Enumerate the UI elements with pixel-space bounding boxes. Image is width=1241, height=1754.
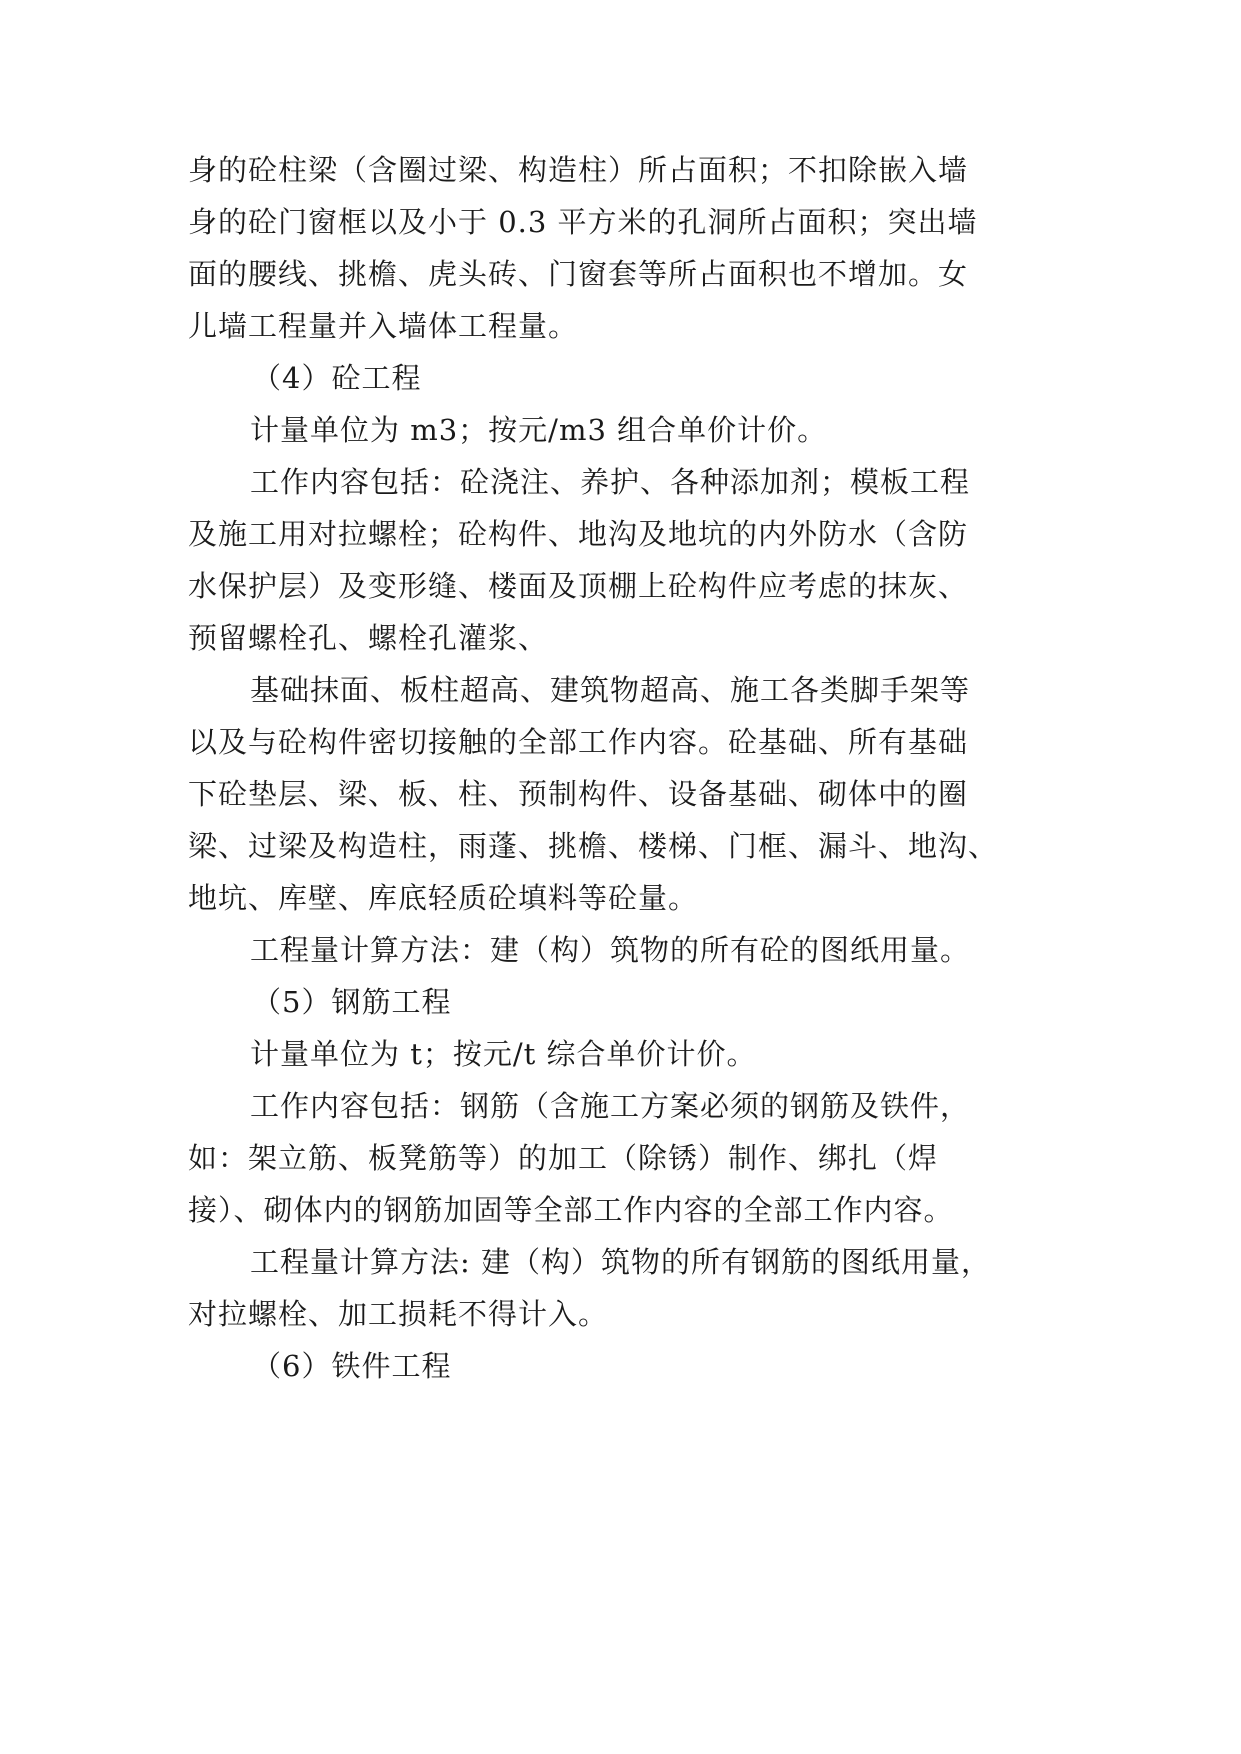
paragraph-line: 梁、过梁及构造柱，雨蓬、挑檐、楼梯、门框、漏斗、地沟、 — [188, 829, 999, 863]
paragraph-line: 接）、砌体内的钢筋加固等全部工作内容的全部工作内容。 — [188, 1193, 954, 1227]
paragraph-line: 身的砼柱梁（含圈过梁、构造柱）所占面积；不扣除嵌入墙 — [188, 153, 969, 187]
paragraph-line: 面的腰线、挑檐、虎头砖、门窗套等所占面积也不增加。女 — [188, 257, 969, 291]
paragraph-line: 如：架立筋、板凳筋等）的加工（除锈）制作、绑扎（焊 — [188, 1141, 939, 1175]
section-heading: （6）铁件工程 — [252, 1349, 452, 1383]
paragraph-line: 基础抹面、板柱超高、建筑物超高、施工各类脚手架等 — [250, 673, 971, 707]
paragraph-line: 对拉螺栓、加工损耗不得计入。 — [188, 1297, 609, 1331]
paragraph-line: 儿墙工程量并入墙体工程量。 — [188, 309, 579, 343]
paragraph-line: 工程量计算方法: 建（构）筑物的所有钢筋的图纸用量， — [250, 1245, 991, 1279]
section-heading: （4）砼工程 — [252, 361, 422, 395]
paragraph-line: 工作内容包括：钢筋（含施工方案必须的钢筋及铁件， — [250, 1089, 971, 1123]
paragraph-line: 下砼垫层、梁、板、柱、预制构件、设备基础、砌体中的圈 — [188, 777, 969, 811]
paragraph-line: 以及与砼构件密切接触的全部工作内容。砼基础、所有基础 — [188, 725, 969, 759]
paragraph-line: 计量单位为 m3；按元/m3 组合单价计价。 — [250, 413, 828, 447]
paragraph-line: 及施工用对拉螺栓；砼构件、地沟及地坑的内外防水（含防 — [188, 517, 969, 551]
paragraph-line: 工作内容包括：砼浇注、养护、各种添加剂；模板工程 — [250, 465, 971, 499]
section-heading: （5）钢筋工程 — [252, 985, 452, 1019]
paragraph-line: 预留螺栓孔、螺栓孔灌浆、 — [188, 621, 549, 655]
paragraph-line: 水保护层）及变形缝、楼面及顶棚上砼构件应考虑的抹灰、 — [188, 569, 969, 603]
paragraph-line: 身的砼门窗框以及小于 0.3 平方米的孔洞所占面积；突出墙 — [188, 205, 978, 239]
paragraph-line: 计量单位为 t；按元/t 综合单价计价。 — [250, 1037, 757, 1071]
paragraph-line: 地坑、库壁、库底轻质砼填料等砼量。 — [188, 881, 699, 915]
paragraph-line: 工程量计算方法：建（构）筑物的所有砼的图纸用量。 — [250, 933, 971, 967]
